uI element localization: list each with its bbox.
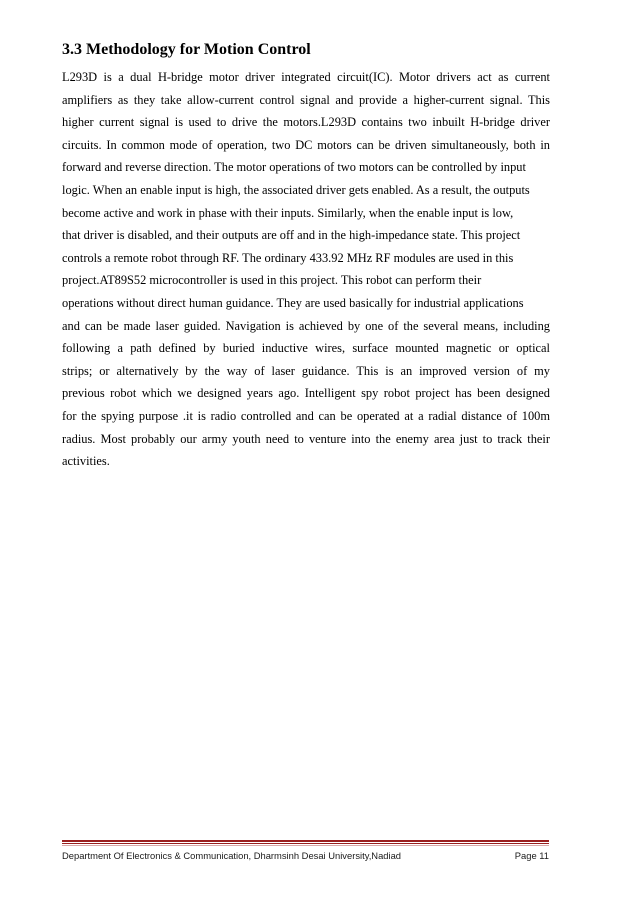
paragraph-line: following a path defined by buried inductive wires, surface mounted magnetic or optical (62, 341, 550, 356)
body-paragraph (62, 66, 550, 473)
footer-rule-thin (62, 843, 549, 844)
paragraph-line: circuits. In common mode of operation, two DC motors can be driven simultaneously, both in (62, 137, 550, 152)
page-number: Page 11 (514, 850, 549, 861)
paragraph-line: strips; or alternatively by the way of laser guidance. This is an improved version of my (62, 363, 550, 378)
paragraph-line: previous robot which we designed years ago. Intelligent spy robot project has been designed (62, 386, 550, 401)
paragraph-line: logic. When an enable input is high, the associated driver gets enabled. As a result, the outputs (62, 182, 530, 197)
paragraph-line: forward and reverse direction. The motor operations of two motors can be controlled by input (62, 160, 526, 175)
footer-rule-shadow (62, 845, 549, 846)
footer-rule-thick (62, 840, 549, 842)
paragraph-line: controls a remote robot through RF. The ordinary 433.92 MHz RF modules are used in this (62, 250, 514, 265)
paragraph-line: for the spying purpose .it is radio controlled and can be operated at a radial distance of 100m (62, 408, 550, 423)
paragraph-line: project.AT89S52 microcontroller is used in this project. This robot can perform their (62, 273, 482, 288)
paragraph-line: radius. Most probably our army youth need to venture into the enemy area just to track their (62, 431, 550, 446)
paragraph-line: and can be made laser guided. Navigation is achieved by one of the several means, including (62, 318, 550, 333)
section-heading: 3.3 Methodology for Motion Control (62, 41, 311, 58)
paragraph-line: become active and work in phase with their inputs. Similarly, when the enable input is low, (62, 205, 514, 220)
paragraph-line: that driver is disabled, and their outputs are off and in the high-impedance state. This project (62, 228, 521, 243)
footer-department: Department Of Electronics & Communication, Dharmsinh Desai University,Nadiad (62, 850, 402, 861)
paragraph-line: higher current signal is used to drive the motors.L293D contains two inbuilt H-bridge driver (62, 115, 550, 130)
paragraph-line: amplifiers as they take allow-current control signal and provide a higher-current signal. This (62, 92, 550, 107)
paragraph-line: L293D is a dual H-bridge motor driver integrated circuit(IC). Motor drivers act as current (62, 70, 550, 84)
paragraph-line: activities. (62, 454, 110, 469)
paragraph-line: operations without direct human guidance. They are used basically for industrial applications (62, 295, 524, 310)
